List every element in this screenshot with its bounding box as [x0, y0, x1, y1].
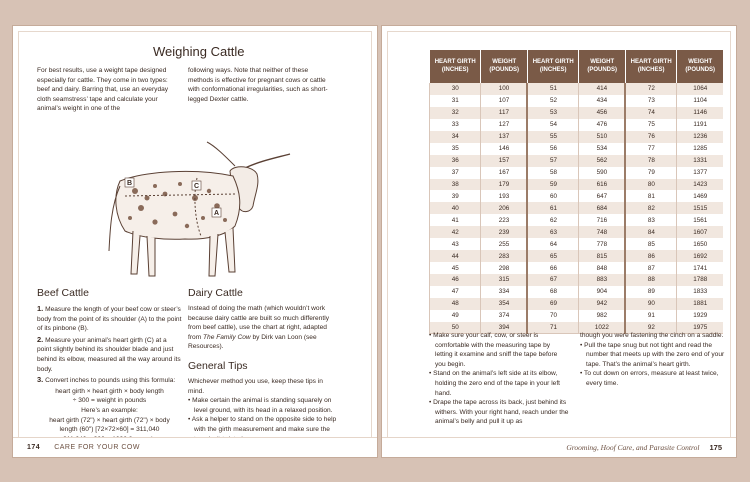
table-header: WEIGHT (POUNDS): [677, 50, 723, 83]
heart-girth-cell: 38: [430, 179, 481, 191]
table-row: [430, 83, 724, 95]
weight-cell: 434: [579, 95, 626, 107]
weight-cell: 562: [579, 155, 626, 167]
heart-girth-cell: 33: [430, 119, 481, 131]
weight-cell: 716: [579, 214, 626, 226]
weight-cell: 100: [481, 83, 528, 95]
list-item: • Ask a helper to stand on the opposite side to help with the girth measurement and make sure the: [188, 415, 338, 444]
heart-girth-cell: 92: [625, 322, 676, 334]
heart-girth-cell: 31: [430, 95, 481, 107]
table-row: [430, 107, 724, 119]
weight-cell: 374: [481, 310, 528, 322]
weight-cell: 334: [481, 286, 528, 298]
page-number: 175: [709, 443, 722, 452]
heart-girth-cell: 87: [625, 262, 676, 274]
weight-cell: 476: [579, 119, 626, 131]
heart-girth-cell: 71: [527, 322, 578, 334]
right-footer: [382, 437, 736, 457]
heart-girth-cell: 43: [430, 238, 481, 250]
table-header: WEIGHT (POUNDS): [481, 50, 528, 83]
label-b: B: [127, 180, 133, 187]
beef-step: 3. Convert inches to pounds using this formula:: [37, 375, 176, 385]
heart-girth-cell: 50: [430, 322, 481, 334]
weight-cell: 942: [579, 298, 626, 310]
measuring-tips-column-2: though you were fastening the cinch on a saddle. • Pull the tape snug but not tight and read the number that meets up with the zero end of your tape. That’s the animal’s heart girth. • To cut down on errors, measure at least twice, every time.: [580, 331, 725, 389]
weight-cell: 167: [481, 167, 528, 179]
weight-cell: 146: [481, 143, 528, 155]
weight-cell: 904: [579, 286, 626, 298]
heart-girth-cell: 54: [527, 119, 578, 131]
weight-cell: 1377: [677, 167, 723, 179]
weight-cell: 1515: [677, 202, 723, 214]
general-tips-section: Whichever method you use, keep these tips in mind. • Make certain the animal is standing squarely on level ground, with its head in a relaxed position. • Ask a helper to stand on the opposite side to help with the girth measurement and make sure the: [188, 377, 338, 444]
heart-girth-cell: 78: [625, 155, 676, 167]
heart-girth-cell: 91: [625, 310, 676, 322]
heart-girth-cell: 83: [625, 214, 676, 226]
table-row: [430, 179, 724, 191]
weight-cell: 193: [481, 190, 528, 202]
left-footer: [13, 437, 377, 457]
heart-girth-cell: 34: [430, 131, 481, 143]
heart-girth-cell: 68: [527, 286, 578, 298]
page-title: Weighing Cattle: [153, 44, 245, 59]
heart-girth-cell: 72: [625, 83, 676, 95]
heart-girth-cell: 90: [625, 298, 676, 310]
weight-cell: 1469: [677, 190, 723, 202]
list-item: • Make certain the animal is standing squarely on level ground, with its head in a relaxed position.: [188, 396, 338, 415]
table-header: HEART GIRTH (INCHES): [625, 50, 676, 83]
weight-cell: 137: [481, 131, 528, 143]
weight-cell: 1146: [677, 107, 723, 119]
weight-cell: 1929: [677, 310, 723, 322]
table-row: [430, 226, 724, 238]
dairy-cattle-heading: Dairy Cattle: [188, 287, 243, 299]
heart-girth-cell: 61: [527, 202, 578, 214]
running-head: CARE FOR YOUR COW: [54, 444, 140, 451]
measuring-tips-column-1: [429, 331, 569, 427]
table-row: [430, 167, 724, 179]
beef-cattle-heading: Beef Cattle: [37, 287, 89, 299]
heart-girth-cell: 63: [527, 226, 578, 238]
heart-girth-cell: 74: [625, 107, 676, 119]
heart-girth-cell: 57: [527, 155, 578, 167]
weight-cell: 117: [481, 107, 528, 119]
dairy-weight-table: [429, 50, 723, 334]
weight-cell: 127: [481, 119, 528, 131]
heart-girth-cell: 36: [430, 155, 481, 167]
heart-girth-cell: 60: [527, 190, 578, 202]
page-number: 174: [27, 444, 41, 451]
heart-girth-cell: 85: [625, 238, 676, 250]
table-header: HEART GIRTH (INCHES): [430, 50, 481, 83]
heart-girth-cell: 75: [625, 119, 676, 131]
heart-girth-cell: 39: [430, 190, 481, 202]
heart-girth-cell: 79: [625, 167, 676, 179]
weight-cell: 283: [481, 250, 528, 262]
heart-girth-cell: 64: [527, 238, 578, 250]
weight-cell: 1331: [677, 155, 723, 167]
weight-cell: 883: [579, 274, 626, 286]
weight-cell: 1064: [677, 83, 723, 95]
table-row: [430, 262, 724, 274]
weight-cell: 1692: [677, 250, 723, 262]
beef-step: 2. Measure your animal’s heart girth (C) at a point slightly behind its shoulder blade and just behind its elbow, measured all the way around its body.: [37, 334, 181, 373]
weight-formula: heart girth × heart girth × body length ÷ 300 = weight in pounds Here’s an example: heart girth (72") × heart girth (72") × body length (60") [72×72×60] = 311,040: [49, 387, 170, 434]
weight-cell: 616: [579, 179, 626, 191]
heart-girth-cell: 59: [527, 179, 578, 191]
weight-cell: 456: [579, 107, 626, 119]
weight-cell: 534: [579, 143, 626, 155]
weight-cell: 354: [481, 298, 528, 310]
heart-girth-cell: 37: [430, 167, 481, 179]
dairy-cattle-text: Instead of doing the math (which wouldn’t work because dairy cattle are built so much differently from beef cattle), use the chart at right, adapted from The Family Cow by Dirk van Loon (see Resources).: [188, 305, 329, 351]
weight-cell: 223: [481, 214, 528, 226]
heart-girth-cell: 70: [527, 310, 578, 322]
running-head: Grooming, Hoof Care, and Parasite Control: [566, 443, 700, 452]
weight-cell: 255: [481, 238, 528, 250]
list-item: • Pull the tape snug but not tight and read the number that meets up with the zero end of your tape. That’s the animal’s heart girth.: [580, 341, 725, 370]
heart-girth-cell: 44: [430, 250, 481, 262]
beef-cattle-section: [37, 304, 182, 444]
weight-cell: 748: [579, 226, 626, 238]
heart-girth-cell: 47: [430, 286, 481, 298]
weight-cell: 510: [579, 131, 626, 143]
table-row: [430, 214, 724, 226]
weight-cell: 179: [481, 179, 528, 191]
weight-cell: 1975: [677, 322, 723, 334]
table-row: [430, 119, 724, 131]
weight-cell: 157: [481, 155, 528, 167]
heart-girth-cell: 77: [625, 143, 676, 155]
table-row: [430, 190, 724, 202]
weight-cell: 315: [481, 274, 528, 286]
heart-girth-cell: 81: [625, 190, 676, 202]
left-page: [12, 25, 378, 458]
heart-girth-cell: 56: [527, 143, 578, 155]
table-row: [430, 298, 724, 310]
table-row: [430, 250, 724, 262]
heart-girth-cell: 42: [430, 226, 481, 238]
table-header: WEIGHT (POUNDS): [579, 50, 626, 83]
weight-cell: 239: [481, 226, 528, 238]
weight-cell: 394: [481, 322, 528, 334]
table-row: [430, 202, 724, 214]
weight-cell: 1741: [677, 262, 723, 274]
heart-girth-cell: 30: [430, 83, 481, 95]
general-tips-heading: General Tips: [188, 360, 248, 372]
heart-girth-cell: 45: [430, 262, 481, 274]
weight-cell: 1607: [677, 226, 723, 238]
label-c: C: [194, 183, 200, 190]
table-row: [430, 238, 724, 250]
heart-girth-cell: 76: [625, 131, 676, 143]
weight-cell: 414: [579, 83, 626, 95]
weight-cell: 1022: [579, 322, 626, 334]
heart-girth-cell: 82: [625, 202, 676, 214]
heart-girth-cell: 73: [625, 95, 676, 107]
heart-girth-cell: 58: [527, 167, 578, 179]
heart-girth-cell: 53: [527, 107, 578, 119]
weight-cell: 1104: [677, 95, 723, 107]
heart-girth-cell: 88: [625, 274, 676, 286]
weight-cell: 684: [579, 202, 626, 214]
table-row: [430, 286, 724, 298]
weight-cell: 298: [481, 262, 528, 274]
table-row: [430, 143, 724, 155]
right-page: [381, 25, 737, 458]
heart-girth-cell: 52: [527, 95, 578, 107]
weight-cell: 815: [579, 250, 626, 262]
intro-column-1: For best results, use a weight tape designed especially for cattle. They come in two types: beef and dairy. Barring that, use an everyday cloth seamstress’ tape and calculate your animal’s weight in one of the: [37, 67, 169, 113]
weight-cell: 1561: [677, 214, 723, 226]
intro-column-2: following ways. Note that neither of these methods is effective for pregnant cows or cattle with conformational irregularities, such as short-legged Dexter cattle.: [188, 67, 328, 103]
heart-girth-cell: 66: [527, 262, 578, 274]
list-item: • To cut down on errors, measure at least twice, every time.: [580, 369, 725, 388]
heart-girth-cell: 32: [430, 107, 481, 119]
weight-cell: 1285: [677, 143, 723, 155]
heart-girth-cell: 55: [527, 131, 578, 143]
heart-girth-cell: 41: [430, 214, 481, 226]
beef-step: 1. Measure the length of your beef cow or steer’s body from the point of its shoulder (A) to the point of its pinbone (B).: [37, 304, 182, 333]
heart-girth-cell: 89: [625, 286, 676, 298]
table-row: [430, 274, 724, 286]
weight-cell: 107: [481, 95, 528, 107]
heart-girth-cell: 35: [430, 143, 481, 155]
weight-cell: 848: [579, 262, 626, 274]
heart-girth-cell: 48: [430, 298, 481, 310]
heart-girth-cell: 51: [527, 83, 578, 95]
list-item: • Make sure your calf, cow, or steer is comfortable with the measuring tape by letting it examine and sniff the tape before you begin.: [429, 331, 569, 369]
label-a: A: [214, 210, 220, 217]
list-item: • Drape the tape across its back, just behind its withers. With your right hand, reach under the animal’s belly and pull it up as: [429, 398, 569, 427]
weight-cell: 778: [579, 238, 626, 250]
heart-girth-cell: 69: [527, 298, 578, 310]
longhorn-steer-illustration: [85, 136, 315, 286]
heart-girth-cell: 80: [625, 179, 676, 191]
heart-girth-cell: 86: [625, 250, 676, 262]
table-row: [430, 95, 724, 107]
heart-girth-cell: 49: [430, 310, 481, 322]
heart-girth-cell: 40: [430, 202, 481, 214]
heart-girth-cell: 62: [527, 214, 578, 226]
weight-cell: 1881: [677, 298, 723, 310]
heart-girth-cell: 84: [625, 226, 676, 238]
table-header: HEART GIRTH (INCHES): [527, 50, 578, 83]
weight-cell: 1191: [677, 119, 723, 131]
table-row: [430, 155, 724, 167]
weight-cell: 982: [579, 310, 626, 322]
weight-cell: 590: [579, 167, 626, 179]
weight-cell: 1236: [677, 131, 723, 143]
weight-cell: 206: [481, 202, 528, 214]
weight-cell: 647: [579, 190, 626, 202]
weight-cell: 1650: [677, 238, 723, 250]
heart-girth-cell: 65: [527, 250, 578, 262]
table-row: [430, 131, 724, 143]
table-row: [430, 310, 724, 322]
weight-cell: 1423: [677, 179, 723, 191]
weight-cell: 1788: [677, 274, 723, 286]
weight-cell: 1833: [677, 286, 723, 298]
heart-girth-cell: 46: [430, 274, 481, 286]
heart-girth-cell: 67: [527, 274, 578, 286]
list-item: • Stand on the animal’s left side at its elbow, holding the zero end of the tape in your left hand.: [429, 369, 569, 398]
